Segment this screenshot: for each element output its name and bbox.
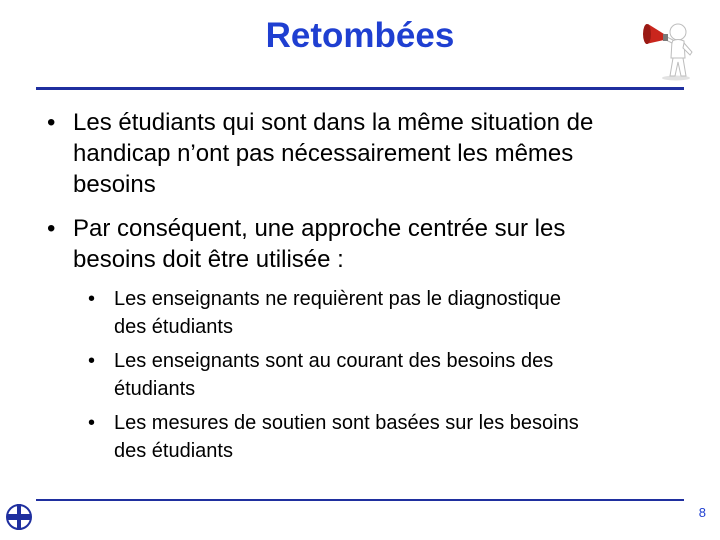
bullet-marker: • (47, 109, 56, 136)
sub-bullet-text-line: des étudiants (114, 316, 233, 338)
bullet-marker: • (88, 288, 96, 310)
footer-divider (36, 499, 684, 501)
bullet-text-line: Les étudiants qui sont dans la même situation de (73, 109, 594, 136)
bullet-text-line: besoins (73, 171, 156, 198)
sub-bullet-text-line: des étudiants (114, 440, 233, 462)
page-number: 8 (698, 505, 706, 520)
bullet-marker: • (88, 350, 96, 372)
sub-bullet-text-line: étudiants (114, 378, 196, 400)
sub-bullet-text-line: Les enseignants ne requièrent pas le diagnostique (114, 288, 561, 310)
bullet-marker: • (47, 215, 56, 242)
institution-logo (4, 500, 34, 534)
bullet-marker: • (88, 412, 96, 434)
bullet-text-line: Par conséquent, une approche centrée sur les (73, 215, 566, 242)
bullet-text-line: handicap n’ont pas nécessairement les mêmes (73, 140, 574, 167)
sub-bullet-text-line: Les mesures de soutien sont basées sur les besoins (114, 412, 579, 434)
sub-bullet-text-line: Les enseignants sont au courant des besoins des (114, 350, 554, 372)
slide-title: Retombées (265, 16, 455, 55)
bullet-text-line: besoins doit être utilisée : (73, 246, 344, 273)
